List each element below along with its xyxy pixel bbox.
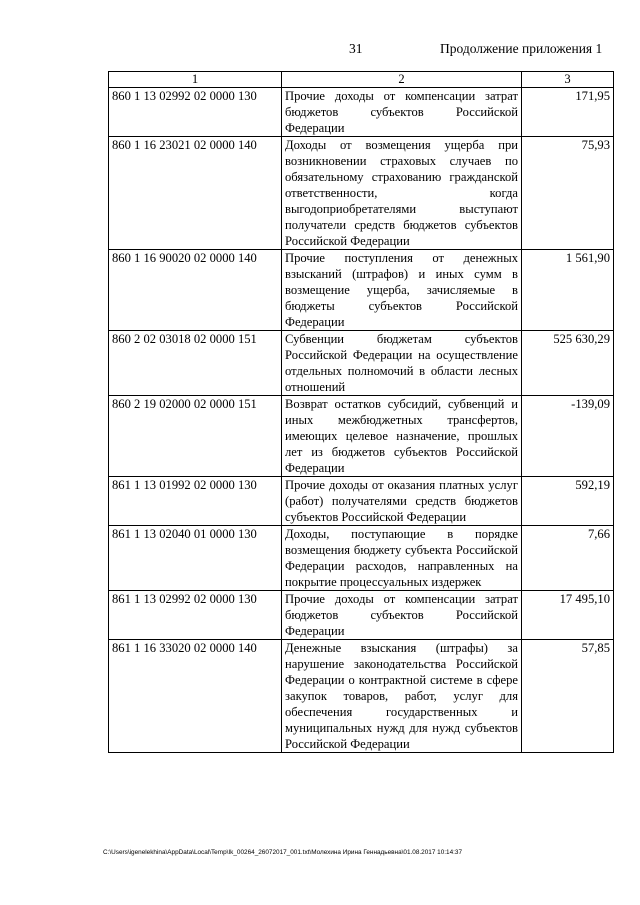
row-code: 860 2 19 02000 02 0000 151 bbox=[109, 396, 282, 477]
table-row bbox=[109, 331, 614, 396]
row-sum: 592,19 bbox=[522, 477, 614, 526]
row-sum: 57,85 bbox=[522, 640, 614, 753]
row-name: Доходы, поступающие в порядке возмещения бюджету субъекта Российской Федерации расходов, направленных на покрытие процессуальных издержек bbox=[282, 526, 522, 591]
table-row bbox=[109, 250, 614, 331]
table-row bbox=[109, 137, 614, 250]
row-code: 860 1 16 23021 02 0000 140 bbox=[109, 137, 282, 250]
table-row bbox=[109, 591, 614, 640]
row-name: Возврат остатков субсидий, субвенций и иных межбюджетных трансфертов, имеющих целевое назначение, прошлых лет из бюджетов субъектов Российской Федерации bbox=[282, 396, 522, 477]
row-name: Доходы от возмещения ущерба при возникновении страховых случаев по обязательному страхованию гражданской ответственности, когда выгодоприобретателями выступают получатели средств бюджетов субъектов Российской Федерации bbox=[282, 137, 522, 250]
row-code: 860 1 13 02992 02 0000 130 bbox=[109, 88, 282, 137]
column-header-sum: 3 bbox=[522, 72, 614, 88]
row-name: Прочие доходы от оказания платных услуг (работ) получателями средств бюджетов субъектов Российской Федерации bbox=[282, 477, 522, 526]
row-name: Прочие доходы от компенсации затрат бюджетов субъектов Российской Федерации bbox=[282, 88, 522, 137]
table-row bbox=[109, 88, 614, 137]
row-sum: 75,93 bbox=[522, 137, 614, 250]
row-code: 860 1 16 90020 02 0000 140 bbox=[109, 250, 282, 331]
row-code: 861 1 13 01992 02 0000 130 bbox=[109, 477, 282, 526]
row-code: 861 1 16 33020 02 0000 140 bbox=[109, 640, 282, 753]
row-code: 861 1 13 02992 02 0000 130 bbox=[109, 591, 282, 640]
row-name: Прочие доходы от компенсации затрат бюджетов субъектов Российской Федерации bbox=[282, 591, 522, 640]
table-row bbox=[109, 640, 614, 753]
row-name: Прочие поступления от денежных взысканий (штрафов) и иных сумм в возмещение ущерба, зачисляемые в бюджеты субъектов Российской Федерации bbox=[282, 250, 522, 331]
continuation-caption: Продолжение приложения 1 bbox=[440, 41, 603, 56]
table-header-row bbox=[109, 72, 614, 88]
row-sum: -139,09 bbox=[522, 396, 614, 477]
column-header-code: 1 bbox=[109, 72, 282, 88]
file-path-footer: C:\Users\igenelekhina\AppData\Local\Temp\Ik_00264_26072017_001.txt\Молехина Ирина Геннадьевна\01.08.2017 10:14:37 bbox=[103, 849, 463, 856]
row-sum: 1 561,90 bbox=[522, 250, 614, 331]
table-row bbox=[109, 477, 614, 526]
row-sum: 171,95 bbox=[522, 88, 614, 137]
table-row bbox=[109, 396, 614, 477]
row-sum: 7,66 bbox=[522, 526, 614, 591]
row-name: Субвенции бюджетам субъектов Российской Федерации на осуществление отдельных полномочий в области лесных отношений bbox=[282, 331, 522, 396]
row-code: 860 2 02 03018 02 0000 151 bbox=[109, 331, 282, 396]
table-row bbox=[109, 526, 614, 591]
row-name: Денежные взыскания (штрафы) за нарушение законодательства Российской Федерации о контрактной системе в сфере закупок товаров, работ, услуг для обеспечения государственных и муниципальных нужд для нужд субъектов Российской Федерации bbox=[282, 640, 522, 753]
revenue-table bbox=[108, 71, 614, 753]
row-sum: 525 630,29 bbox=[522, 331, 614, 396]
column-header-name: 2 bbox=[282, 72, 522, 88]
row-code: 861 1 13 02040 01 0000 130 bbox=[109, 526, 282, 591]
page-number: 31 bbox=[349, 41, 363, 56]
row-sum: 17 495,10 bbox=[522, 591, 614, 640]
